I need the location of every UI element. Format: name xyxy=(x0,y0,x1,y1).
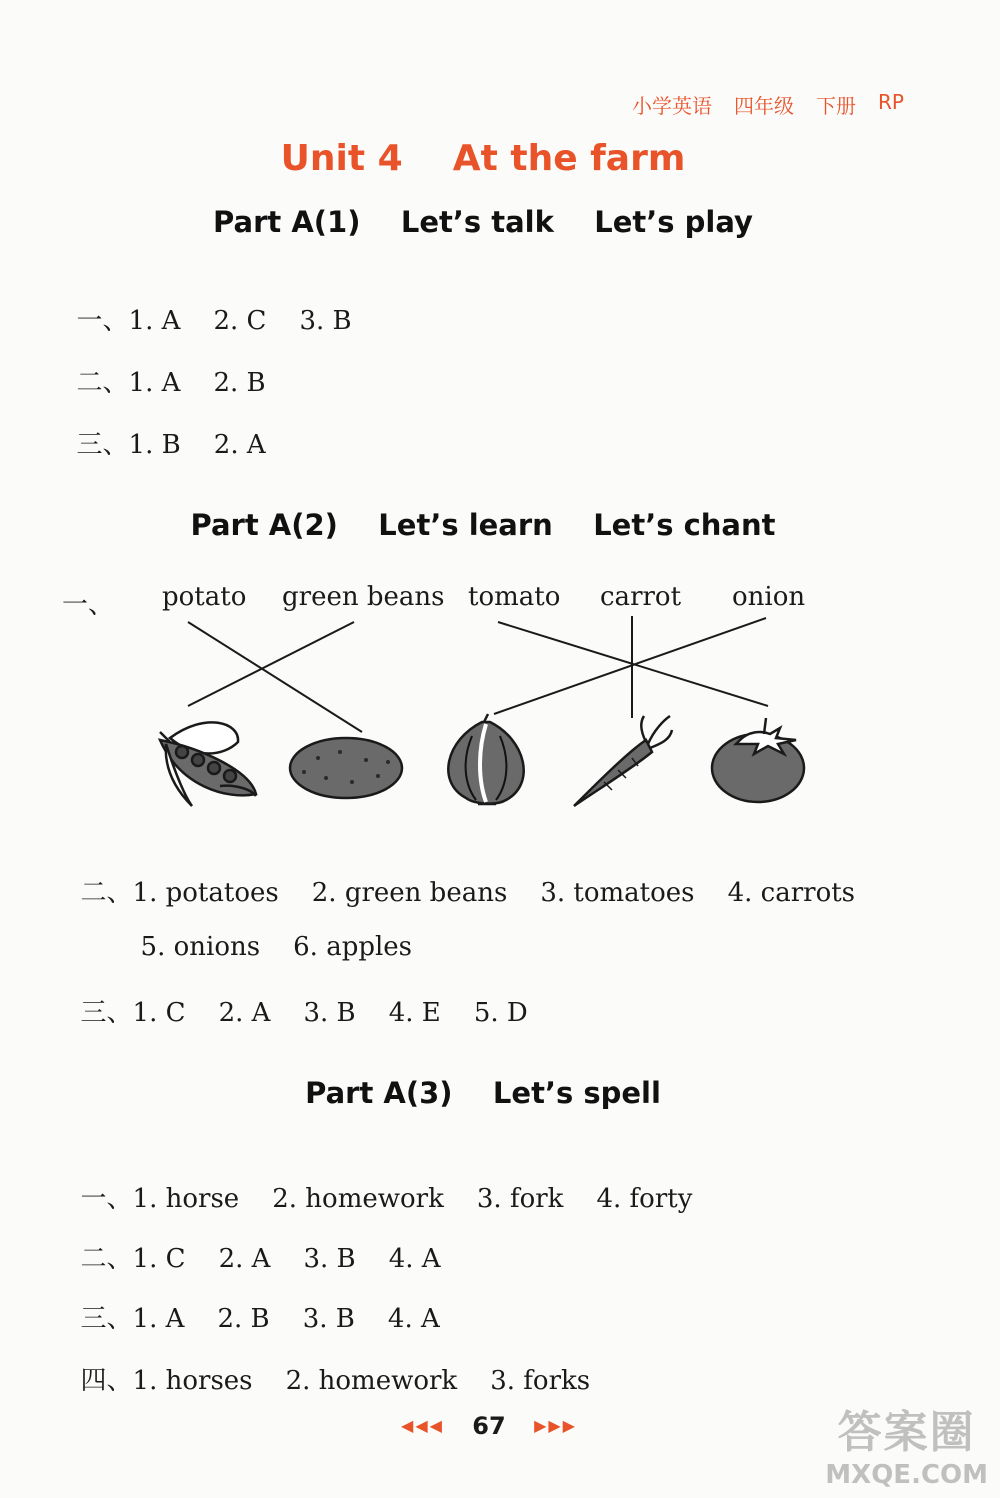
answer-text: 1. horses 2. homework 3. forks xyxy=(132,1366,591,1396)
question-label: 四、 xyxy=(80,1366,133,1396)
match-line-potato xyxy=(188,622,362,732)
answer-line xyxy=(64,1148,692,1215)
section-title-part-a2: Part A(2) Let’s learn Let’s chant xyxy=(190,508,776,542)
answer-text: 1. B 2. A xyxy=(128,430,266,460)
answer-text: 1. C 2. A 3. B 4. A xyxy=(132,1244,441,1274)
matching-lines xyxy=(188,616,768,732)
watermark xyxy=(825,1396,988,1490)
answer-text: 1. C 2. A 3. B 4. E 5. D xyxy=(132,998,528,1028)
question-label: 三、 xyxy=(76,430,129,460)
answer-line xyxy=(64,842,855,909)
header-volume: 下册 xyxy=(816,94,857,118)
answer-line xyxy=(124,902,412,962)
right-arrows-icon: ▶▶▶ xyxy=(534,1416,577,1435)
question-label: 二、 xyxy=(80,1244,133,1274)
question-label: 一、 xyxy=(76,306,129,336)
left-arrows-icon: ◀◀◀ xyxy=(401,1416,444,1435)
answer-text: 1. horse 2. homework 3. fork 4. forty xyxy=(132,1184,693,1214)
match-word-carrot: carrot xyxy=(600,582,682,612)
question-label: 二、 xyxy=(80,878,133,908)
question-label: 三、 xyxy=(80,998,133,1028)
match-line-onion xyxy=(494,618,766,714)
match-line-green-beans xyxy=(188,622,354,706)
green-beans-icon xyxy=(160,722,256,806)
answer-line xyxy=(64,962,528,1029)
carrot-icon xyxy=(574,716,672,806)
header-grade: 四年级 xyxy=(734,94,795,118)
question-label: 一、 xyxy=(62,590,115,620)
watermark-logo-text: 答案圈 xyxy=(837,1407,976,1458)
watermark-url: MXQE.COM xyxy=(825,1460,988,1490)
question-label: 三、 xyxy=(80,1304,133,1334)
answer-line xyxy=(64,1330,590,1397)
page-number: 67 xyxy=(472,1412,506,1440)
unit-title: Unit 4 At the farm xyxy=(280,138,686,179)
match-word-green-beans: green beans xyxy=(282,582,445,612)
match-word-onion: onion xyxy=(732,582,806,612)
answer-text: 5. onions 6. apples xyxy=(140,932,413,962)
header-subject: 小学英语 xyxy=(632,94,713,118)
answer-text: 1. A 2. B xyxy=(128,368,266,398)
tomato-icon xyxy=(712,718,804,802)
section-title-part-a3: Part A(3) Let’s spell xyxy=(305,1076,661,1110)
match-word-potato: potato xyxy=(162,582,247,612)
match-word-tomato: tomato xyxy=(468,582,561,612)
answer-text: 1. A 2. C 3. B xyxy=(128,306,352,336)
answer-text: 1. A 2. B 3. B 4. A xyxy=(132,1304,440,1334)
section-title-part-a1: Part A(1) Let’s talk Let’s play xyxy=(213,205,753,239)
question-label: 一、 xyxy=(80,1184,133,1214)
header-edition: RP xyxy=(878,90,904,114)
answer-text: 1. potatoes 2. green beans 3. tomatoes 4. carrots xyxy=(132,878,856,908)
answer-line xyxy=(64,1268,440,1335)
answer-line xyxy=(64,1208,441,1275)
question-label: 二、 xyxy=(76,368,129,398)
potato-icon xyxy=(290,738,402,798)
onion-icon xyxy=(448,714,523,804)
